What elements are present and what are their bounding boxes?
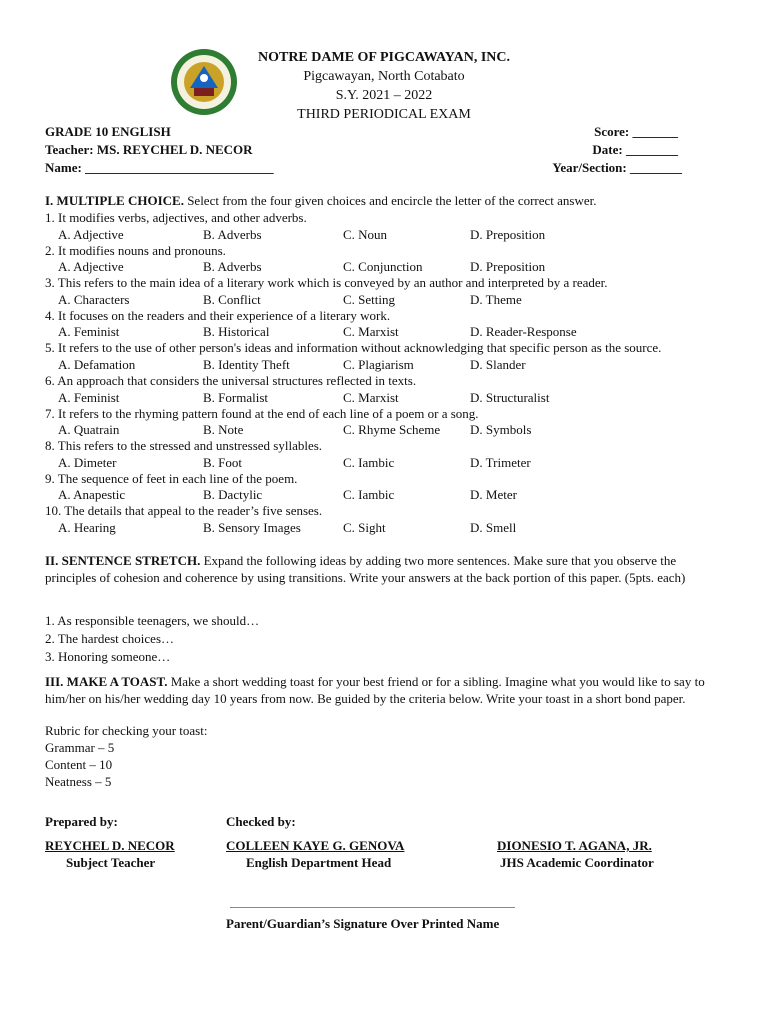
answer-option[interactable]: B. Note bbox=[203, 422, 244, 438]
answer-option[interactable]: B. Formalist bbox=[203, 389, 269, 405]
answer-option[interactable]: A. Feminist bbox=[58, 389, 120, 405]
rubric-item-content: Content – 10 bbox=[45, 757, 113, 772]
school-location: Pigcawayan, North Cotabato bbox=[303, 69, 465, 84]
rubric-title: Rubric for checking your toast: bbox=[45, 723, 208, 738]
answer-option[interactable]: D. Structuralist bbox=[470, 389, 550, 405]
answer-option[interactable]: A. Anapestic bbox=[58, 487, 126, 503]
rubric-item-grammar: Grammar – 5 bbox=[45, 740, 115, 755]
rubric-item-neatness: Neatness – 5 bbox=[45, 774, 112, 789]
answer-option[interactable]: A. Adjective bbox=[58, 226, 124, 242]
answer-option[interactable]: B. Sensory Images bbox=[203, 519, 301, 535]
section-2-heading: II. SENTENCE STRETCH. Expand the following ideas by adding two more sentences. Make sure that you observe the principles of cohesion and coherence by using transitions. Write your answers at the back portion of this paper. (5pts. each) bbox=[45, 553, 686, 585]
answer-option[interactable]: B. Adverbs bbox=[203, 226, 262, 242]
school-year: S.Y. 2021 – 2022 bbox=[335, 88, 433, 103]
info-row-2 bbox=[45, 142, 682, 158]
name-field: Name: _____________________________ bbox=[45, 160, 274, 175]
coordinator-title: JHS Academic Coordinator bbox=[500, 855, 654, 870]
section-3-heading: III. MAKE A TOAST. Make a short wedding toast for your best friend or for a sibling. Imagine what you would like to say to him/her on his/her wedding day 10 years from now. Be guided by the criteria below. Write your toast in a short bond paper. bbox=[45, 674, 705, 706]
answer-option[interactable]: D. Meter bbox=[470, 487, 517, 503]
exam-title: THIRD PERIODICAL EXAM bbox=[297, 107, 471, 122]
answer-option[interactable]: C. Rhyme Scheme bbox=[343, 422, 441, 438]
date-field: Date: ________ bbox=[592, 142, 678, 157]
answer-option[interactable]: A. Hearing bbox=[58, 519, 116, 535]
answer-option[interactable]: C. Plagiarism bbox=[343, 356, 414, 372]
answer-option[interactable]: D. Theme bbox=[470, 291, 522, 307]
answer-option[interactable]: B. Historical bbox=[203, 324, 270, 340]
question-text: 1. It modifies verbs, adjectives, and other adverbs. bbox=[45, 210, 307, 225]
question-text: 5. It refers to the use of other person's ideas and information without acknowledging that specific person as the source. bbox=[45, 340, 662, 356]
checked-by-label: Checked by: bbox=[226, 814, 296, 829]
answer-option[interactable]: D. Smell bbox=[470, 519, 517, 535]
answer-option[interactable]: A. Quatrain bbox=[58, 422, 120, 438]
answer-option[interactable]: C. Noun bbox=[343, 226, 388, 242]
answer-option[interactable]: D. Reader-Response bbox=[470, 324, 577, 340]
sentence-item-3: 3. Honoring someone… bbox=[45, 649, 171, 664]
question-text: 6. An approach that considers the universal structures reflected in texts. bbox=[45, 373, 417, 388]
question-text: 9. The sequence of feet in each line of the poem. bbox=[45, 470, 298, 486]
question-text: 10. The details that appeal to the reader’s five senses. bbox=[45, 503, 323, 519]
question-text: 3. This refers to the main idea of a literary work which is conveyed by an author and interpreted by a reader. bbox=[45, 275, 608, 291]
answer-option[interactable]: A. Dimeter bbox=[58, 454, 117, 470]
answer-option[interactable]: A. Characters bbox=[58, 291, 130, 307]
answer-option[interactable]: B. Identity Theft bbox=[203, 356, 290, 372]
signature-line bbox=[230, 907, 515, 908]
prepared-by-label: Prepared by: bbox=[45, 814, 118, 829]
answer-option[interactable]: B. Foot bbox=[203, 454, 243, 470]
preparer-title: Subject Teacher bbox=[66, 855, 156, 870]
info-row-1 bbox=[45, 124, 682, 140]
answer-option[interactable]: C. Sight bbox=[343, 519, 386, 535]
score-field: Score: _______ bbox=[594, 124, 678, 139]
answer-option[interactable]: D. Slander bbox=[470, 356, 526, 372]
coordinator-name: DIONESIO T. AGANA, JR. bbox=[497, 838, 652, 853]
answer-option[interactable]: A. Defamation bbox=[58, 356, 136, 372]
exam-header bbox=[0, 48, 768, 124]
answer-option[interactable]: D. Preposition bbox=[470, 226, 546, 242]
answer-option[interactable]: A. Feminist bbox=[58, 324, 120, 340]
answer-option[interactable]: D. Trimeter bbox=[470, 454, 531, 470]
question-text: 4. It focuses on the readers and their experience of a literary work. bbox=[45, 307, 391, 323]
answer-option[interactable]: C. Marxist bbox=[343, 389, 399, 405]
answer-option[interactable]: B. Adverbs bbox=[203, 259, 262, 275]
question-text: 7. It refers to the rhyming pattern found at the end of each line of a poem or a song. bbox=[45, 405, 479, 421]
info-row-3 bbox=[45, 160, 682, 176]
school-name: NOTRE DAME OF PIGCAWAYAN, INC. bbox=[257, 50, 511, 65]
checker-name: COLLEEN KAYE G. GENOVA bbox=[226, 838, 405, 853]
answer-option[interactable]: A. Adjective bbox=[58, 259, 124, 275]
year-section-field: Year/Section: ________ bbox=[552, 160, 682, 175]
answer-option[interactable]: B. Dactylic bbox=[203, 487, 263, 503]
answer-option[interactable]: D. Preposition bbox=[470, 259, 546, 275]
answer-option[interactable]: C. Iambic bbox=[343, 454, 395, 470]
answer-option[interactable]: B. Conflict bbox=[203, 291, 261, 307]
subject-label: GRADE 10 ENGLISH bbox=[45, 124, 171, 139]
answer-option[interactable]: C. Marxist bbox=[343, 324, 399, 340]
teacher-label: Teacher: MS. REYCHEL D. NECOR bbox=[45, 142, 253, 157]
checker-title: English Department Head bbox=[246, 855, 392, 870]
sentence-item-2: 2. The hardest choices… bbox=[45, 631, 174, 646]
parent-signature-label: Parent/Guardian’s Signature Over Printed Name bbox=[226, 916, 500, 931]
question-text: 2. It modifies nouns and pronouns. bbox=[45, 242, 226, 258]
answer-option[interactable]: C. Iambic bbox=[343, 487, 395, 503]
question-text: 8. This refers to the stressed and unstressed syllables. bbox=[45, 438, 323, 454]
section-1-heading: I. MULTIPLE CHOICE. Select from the four given choices and encircle the letter of the correct answer. bbox=[45, 193, 597, 208]
preparer-name: REYCHEL D. NECOR bbox=[45, 838, 175, 853]
answer-option[interactable]: D. Symbols bbox=[470, 422, 532, 438]
answer-option[interactable]: C. Conjunction bbox=[343, 259, 423, 275]
sentence-item-1: 1. As responsible teenagers, we should… bbox=[45, 613, 260, 628]
answer-option[interactable]: C. Setting bbox=[343, 291, 396, 307]
